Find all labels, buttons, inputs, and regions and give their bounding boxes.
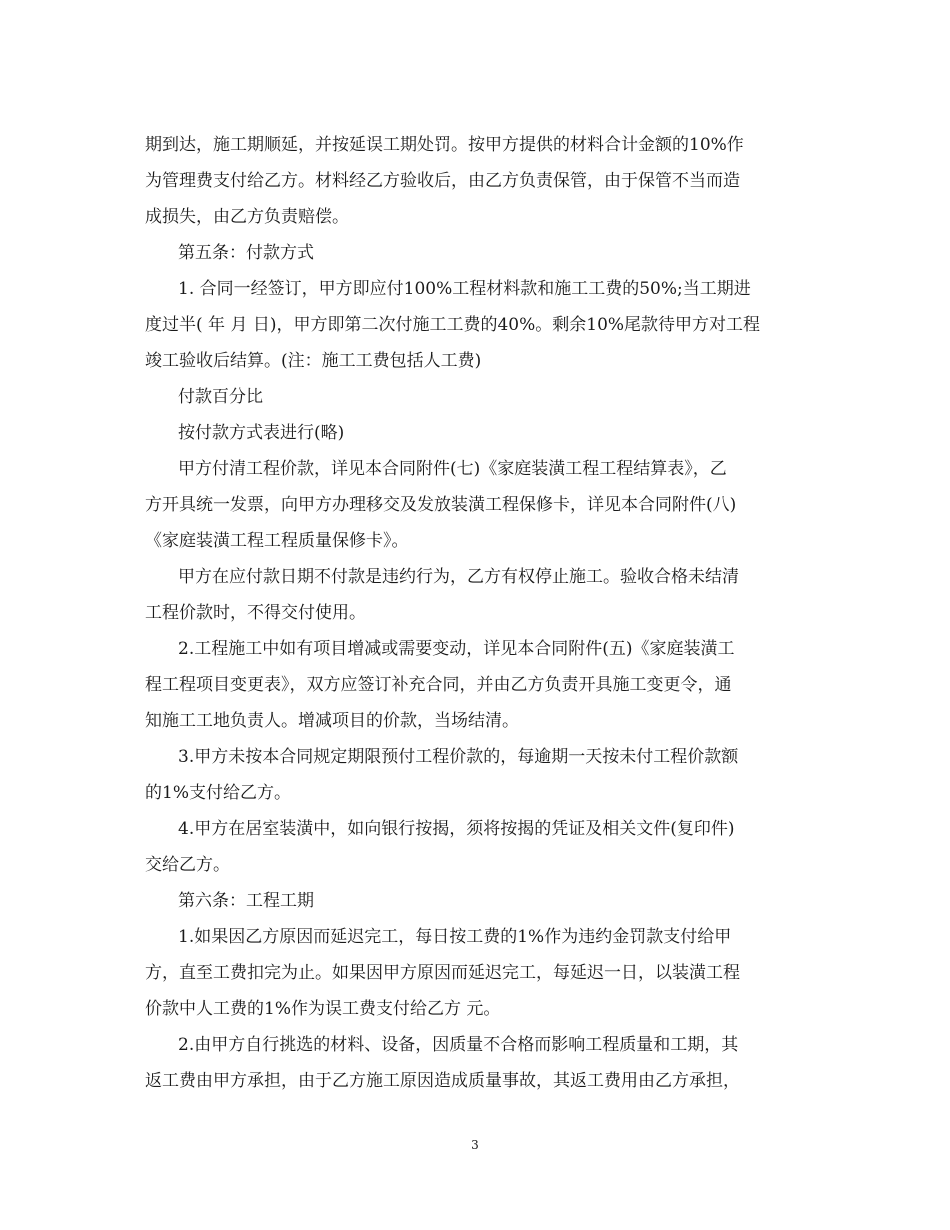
- text-line: 按付款方式表进行(略): [178, 423, 345, 443]
- text-line: 1.如果因乙方原因而延迟完工，每日按工费的1%作为违约金罚款支付给甲: [178, 927, 732, 947]
- text-line: 竣工验收后结算。(注：施工工费包括人工费): [145, 351, 482, 371]
- text-line: 2.工程施工中如有项目增减或需要变动，详见本合同附件(五)《家庭装潢工: [178, 639, 735, 659]
- text-line: 价款中人工费的1%作为误工费支付给乙方 元。: [145, 999, 501, 1019]
- text-line: 交给乙方。: [145, 855, 230, 875]
- text-line: 1. 合同一经签订，甲方即应付100%工程材料款和施工工费的50%;当工期进: [178, 279, 751, 299]
- text-line: 为管理费支付给乙方。材料经乙方验收后，由乙方负责保管，由于保管不当而造: [145, 171, 740, 191]
- text-line: 期到达，施工期顺延，并按延误工期处罚。按甲方提供的材料合计金额的10%作: [145, 135, 744, 155]
- text-line: 付款百分比: [178, 387, 263, 407]
- text-line: 程工程项目变更表》，双方应签订补充合同，并由乙方负责开具施工变更令，通: [145, 675, 732, 695]
- text-line: 《家庭装潢工程工程质量保修卡》。: [145, 531, 409, 551]
- document-body: [145, 127, 805, 1099]
- section-heading: 第六条：工程工期: [178, 891, 314, 911]
- section-heading: 第五条：付款方式: [178, 243, 314, 263]
- text-line: 度过半( 年 月 日)，甲方即第二次付施工工费的40%。剩余10%尾款待甲方对工程: [145, 315, 761, 335]
- text-line: 方开具统一发票，向甲方办理移交及发放装潢工程保修卡，详见本合同附件(八): [145, 495, 737, 515]
- text-line: 成损失，由乙方负责赔偿。: [145, 207, 349, 227]
- text-line: 2.由甲方自行挑选的材料、设备，因质量不合格而影响工程质量和工期，其: [178, 1035, 739, 1055]
- text-line: 返工费由甲方承担，由于乙方施工原因造成质量事故，其返工费用由乙方承担，: [145, 1071, 740, 1091]
- text-line: 甲方在应付款日期不付款是违约行为，乙方有权停止施工。验收合格未结清: [178, 567, 739, 587]
- text-line: 3.甲方未按本合同规定期限预付工程价款的，每逾期一天按未付工程价款额: [178, 747, 739, 767]
- page-number: 3: [471, 1138, 479, 1152]
- text-line: 工程价款时，不得交付使用。: [145, 603, 366, 623]
- text-line: 甲方付清工程价款，详见本合同附件(七)《家庭装潢工程工程结算表》，乙: [178, 459, 727, 479]
- text-line: 的1%支付给乙方。: [145, 783, 291, 803]
- text-line: 知施工工地负责人。增减项目的价款，当场结清。: [145, 711, 519, 731]
- text-line: 4.甲方在居室装潢中，如向银行按揭，须将按揭的凭证及相关文件(复印件): [178, 819, 735, 839]
- text-line: 方，直至工费扣完为止。如果因甲方原因而延迟完工，每延迟一日，以装潢工程: [145, 963, 740, 983]
